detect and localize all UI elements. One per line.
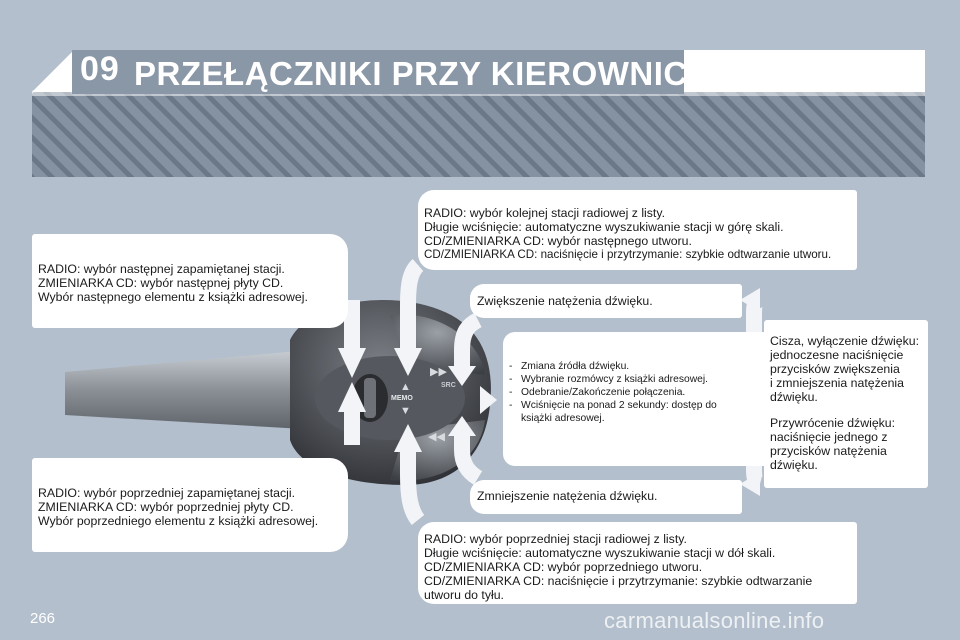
callout-line: CD/ZMIENIARKA CD: wybór poprzedniego utworu. — [424, 560, 703, 574]
callout-mute — [764, 320, 928, 488]
callout-line: jednoczesne naciśnięcie — [770, 348, 904, 362]
list-item-text: Odebranie/Zakończenie połączenia. — [521, 387, 686, 398]
page-number: 266 — [30, 610, 56, 627]
list-item — [509, 373, 761, 386]
svg-text:◀◀: ◀◀ — [428, 431, 445, 443]
callout-line: i zmniejszenia natężenia — [770, 376, 904, 390]
source-list — [509, 360, 761, 425]
svg-text:▶▶: ▶▶ — [430, 366, 447, 378]
callout-line: Wybór poprzedniego elementu z książki adresowej. — [38, 514, 319, 528]
src-label: SRC — [441, 382, 456, 389]
callout-line: dźwięku. — [770, 390, 818, 404]
list-item-text: książki adresowej. — [521, 413, 605, 424]
callout-line: RADIO: wybór poprzedniej zapamiętanej stacji. — [38, 486, 295, 500]
callout-next-station — [418, 190, 857, 270]
callout-line: ZMIENIARKA CD: wybór poprzedniej płyty CD. — [38, 500, 294, 514]
callout-volume-down — [470, 480, 742, 514]
callout-previous-preset — [32, 458, 348, 552]
callout-line: RADIO: wybór kolejnej stacji radiowej z listy. — [424, 206, 666, 220]
callout-line: Zwiększenie natężenia dźwięku. — [477, 294, 653, 308]
list-item-text: Wciśnięcie na ponad 2 sekundy: dostęp do — [521, 400, 717, 411]
list-dash: - — [509, 387, 513, 398]
svg-text:▲: ▲ — [400, 381, 411, 393]
callout-line: Zmniejszenie natężenia dźwięku. — [477, 489, 658, 503]
list-item — [509, 399, 761, 412]
memo-label: MEMO — [391, 395, 413, 402]
callout-line: CD/ZMIENIARKA CD: naciśnięcie i przytrzymanie: szybkie odtwarzanie — [424, 574, 813, 588]
callout-line: utworu do tyłu. — [424, 588, 504, 602]
paragraph-gap — [770, 404, 924, 416]
callout-line: RADIO: wybór poprzedniej stacji radiowej z listy. — [424, 532, 687, 546]
callout-line: CD/ZMIENIARKA CD: wybór następnego utworu. — [424, 234, 692, 248]
callout-line: przycisków natężenia — [770, 444, 887, 458]
callout-line: Przywrócenie dźwięku: — [770, 416, 896, 430]
callout-previous-station — [418, 522, 857, 604]
list-item — [509, 386, 761, 399]
callout-line: naciśnięcie jednego z — [770, 430, 888, 444]
callout-line: Długie wciśnięcie: automatyczne wyszukiwanie stacji w dół skali. — [424, 546, 776, 560]
callout-line: Cisza, wyłączenie dźwięku: — [770, 334, 919, 348]
callout-line: przycisków zwiększenia — [770, 362, 900, 376]
callout-line: Wybór następnego elementu z książki adresowej. — [38, 290, 308, 304]
callout-volume-up — [470, 284, 742, 318]
list-item-continued — [509, 412, 761, 425]
list-item-text: Wybranie rozmówcy z książki adresowej. — [521, 374, 709, 385]
callout-source-phone — [503, 332, 767, 466]
callout-line: dźwięku. — [770, 458, 818, 472]
list-dash: - — [509, 400, 513, 411]
list-dash: - — [509, 361, 513, 372]
callout-line: RADIO: wybór następnej zapamiętanej stacji. — [38, 262, 285, 276]
page-title: PRZEŁĄCZNIKI PRZY KIEROWNICY — [134, 55, 711, 92]
callout-line: ZMIENIARKA CD: wybór następnej płyty CD. — [38, 276, 284, 290]
svg-text:▼: ▼ — [400, 405, 411, 417]
watermark: carmanualsonline.info — [604, 608, 825, 633]
list-item-text: Zmiana źródła dźwięku. — [521, 361, 630, 372]
callout-next-preset — [32, 234, 348, 328]
list-item — [509, 360, 761, 373]
list-dash: - — [509, 374, 513, 385]
callout-line: Długie wciśnięcie: automatyczne wyszukiwanie stacji w górę skali. — [424, 220, 784, 234]
callout-line: CD/ZMIENIARKA CD: naciśnięcie i przytrzymanie: szybkie odtwarzanie utworu. — [424, 248, 832, 261]
chapter-number: 09 — [80, 50, 120, 88]
